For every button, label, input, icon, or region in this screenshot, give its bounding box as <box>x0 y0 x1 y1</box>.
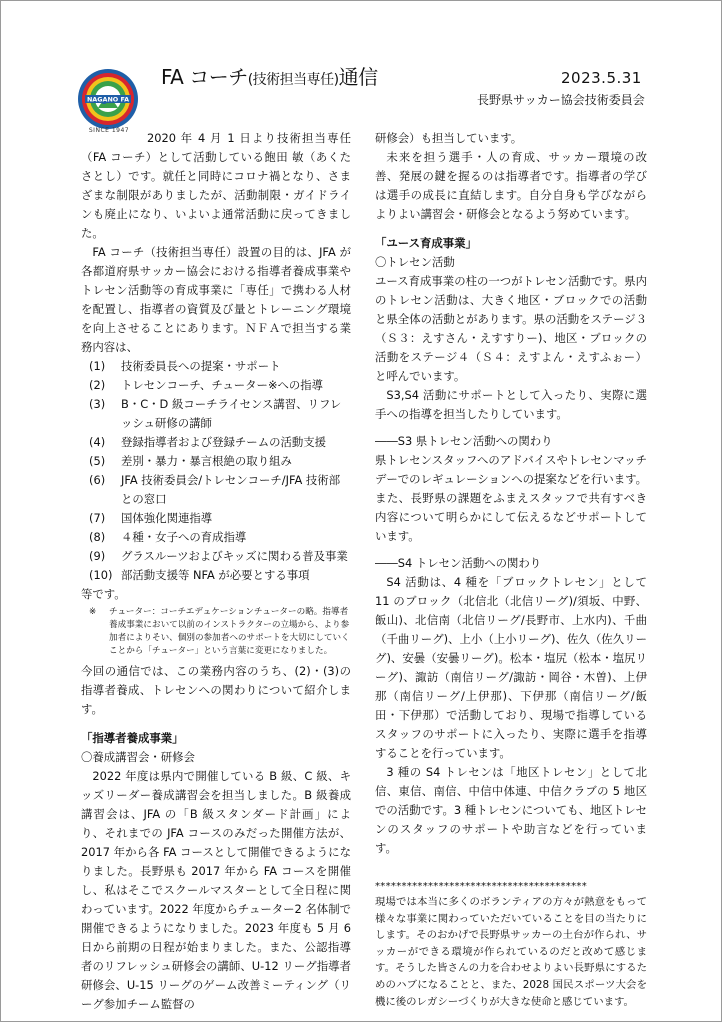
tutor-note <box>81 606 351 658</box>
coach-training-paragraph: 2022 年度は県内で開催している B 級、C 級、キッズリーダー養成講習会を担当しました。B 級養成講習会は、JFA の「B 級スタンダード計画」により、それまでの JFA コースのみだった開催方法が、2017 年から各 FA コースとして開催できるようになりました。長野県も 2017 年から FA コースを開催し、私はそこでスクールマスターとして全日程に関わっています。2022 年度からチューター2 名体制で開催できるようになりました。2023 年度も 5 月 6 日から前期の日程が始まりました。また、公認指導者のリフレッシュ研修会の講師、U-12 リーグ指導者研修会、U-15 リーグのゲーム改善ミーティング（リーグ参加チーム監督の <box>81 769 351 1011</box>
s3-paragraph: 県トレセンスタッフへのアドバイスやトレセンマッチデーでのレギュレーションへの提案などを行います。また、長野県の課題をふまえスタッフで共有すべき内容について明らかにして伝えるなどサポートしています。 <box>375 453 648 543</box>
s4-paragraph: S4 活動は、4 種を「ブロックトレセン」として 11 のブロック（北信北（北信リーグ)/須坂、中野、飯山)、北信南（北信リーグ/長野市、上水内)、千曲（千曲リーグ)、上小（上小リーグ)、佐久（佐久リーグ)、安曇（安曇リーグ)。松本・塩尻（松本・塩尻リーグ)、諏訪（南信リーグ/諏訪・岡谷・木曽)、上伊那（南信リーグ/上伊那)、下伊那（南信リーグ/飯田・下伊那）で活動しており、現場で指導しているスタッフのサポートに入ったり、実際に選手を指導することを行っています。 <box>375 575 647 760</box>
title-tail: 通信 <box>338 65 378 89</box>
list-item: (6) JFA 技術委員会/トレセンコーチ/JFA 技術部との窓口 <box>89 473 341 506</box>
closing-paragraph: 現場では本当に多くのボランティアの方々が熱意をもって様々な事業に関わっていただいていることを目の当たりにします。そのおかげで長野県サッカーの土台が作られ、サッカーができる環境が作られているのだと改めて感じます。そうした皆さんの力を合わせよりよい長野県にするためのハブになることと、また、2028 国民スポーツ大会を機に後のレガシーづくりが大きな使命と感じています。 <box>375 896 647 1008</box>
nagano-fa-logo <box>77 68 139 130</box>
list-item: (8) ４種・女子への育成指導 <box>89 530 247 544</box>
purpose-paragraph: FA コーチ（技術担当専任）設置の目的は、JFA が各都道府県サッカー協会における指導者養成事業やトレセン活動等の育成事業に「専任」で携わる人材を配置し、指導者の資質及び量とトレーニング環境を向上させることにあります。ＮＦＡで担当する業務内容は、 <box>81 245 351 354</box>
title-main: FA コーチ <box>161 65 248 89</box>
list-item: (4) 登録指導者および登録チームの活動支援 <box>89 435 327 449</box>
subsection-heading: 〇養成講習会・研修会 <box>81 750 195 764</box>
list-item: (2) トレセンコーチ、チューター※への指導 <box>89 378 324 392</box>
future-paragraph: 未来を担う選手・人の育成、サッカー環境の改善、発展の鍵を握るのは指導者です。指導者の学びは選手の成長に直結します。自分自身も学びながらよりよい講習会・研修会となるよう努めています。 <box>375 150 647 221</box>
left-column <box>81 129 351 1014</box>
list-item: (9) グラスルーツおよびキッズに関わる普及事業 <box>89 549 348 563</box>
right-column <box>375 129 647 1010</box>
list-item: (1) 技術委員長への提案・サポート <box>89 359 281 373</box>
logo-since: SINCE 1947 <box>88 127 130 134</box>
duties-list <box>81 357 351 585</box>
tracen-paragraph: ユース育成事業の柱の一つがトレセン活動です。県内のトレセン活動は、大きく地区・ブロックでの活動と県全体の活動とがあります。県の活動をステージ３（Ｓ３：えすさん・えすすりー)、地区・ブロックの活動をステージ４（Ｓ４：えすよん・えすふぉー）と呼んでいます。 <box>375 274 648 383</box>
subsection-heading: 〇トレセン活動 <box>375 255 455 269</box>
note-text: チューター：コーチエデュケーションチューターの略。指導者養成事業において以前のインストラクターの立場から、より参加者によりそい、個別の参加者へのサポートを大切にしていくことから「チューター」という言葉に変更になりました。 <box>109 607 350 656</box>
summary-paragraph: 今回の通信では、この業務内容のうち、(2)・(3)の指導者養成、トレセンへの関わりについて紹介します。 <box>81 664 351 716</box>
divider-stars: **************************************** <box>375 881 587 892</box>
organization-name: 長野県サッカー協会技術委員会 <box>477 93 645 107</box>
intro-paragraph: 2020 年 4 月 1 日より技術担当専任（FA コーチ）として活動している飽田 敏（あくた さとし）です。就任と同時にコロナ禍となり、さまざまな制限がありましたが、活動制限・ガイドラインも廃止になり、いよいよ通常活動に戻ってきました。 <box>81 131 351 240</box>
duties-end: 等です。 <box>81 587 126 601</box>
issue-date: 2023.5.31 <box>561 69 642 87</box>
section-heading: 「ユース育成事業」 <box>375 236 477 250</box>
list-item: (10) 部活動支援等 NFA が必要とする事項 <box>89 568 310 582</box>
section-heading: 「指導者養成事業」 <box>81 731 184 745</box>
title-paren: (技術担当専任) <box>247 72 339 88</box>
continued-text: 研修会）も担当しています。 <box>375 131 523 145</box>
list-item: (5) 差別・暴力・暴言根絶の取り組み <box>89 454 292 468</box>
list-item: (7) 国体強化関連指導 <box>89 511 213 525</box>
s4-heading: ――S4 トレセン活動への関わり <box>375 556 542 570</box>
newsletter-title <box>161 61 378 90</box>
list-item: (3) B・C・D 級コーチライセンス講習、リフレッシュ研修の講師 <box>89 397 342 430</box>
s3-heading: ――S3 県トレセン活動への関わり <box>375 434 553 448</box>
logo-lettering: NAGANO FA <box>86 95 130 104</box>
s4-paragraph-2: 3 種の S4 トレセンは「地区トレセン」として北信、東信、南信、中信中体連、中信クラブの 5 地区での活動です。3 種トレセンについても、地区トレセンのスタッフのサポートや助言などを行っています。 <box>375 765 647 855</box>
s3s4-paragraph: S3,S4 活動にサポートとして入ったり、実際に選手への指導を担当したりしています。 <box>375 388 647 421</box>
note-mark: ※ <box>89 607 97 617</box>
